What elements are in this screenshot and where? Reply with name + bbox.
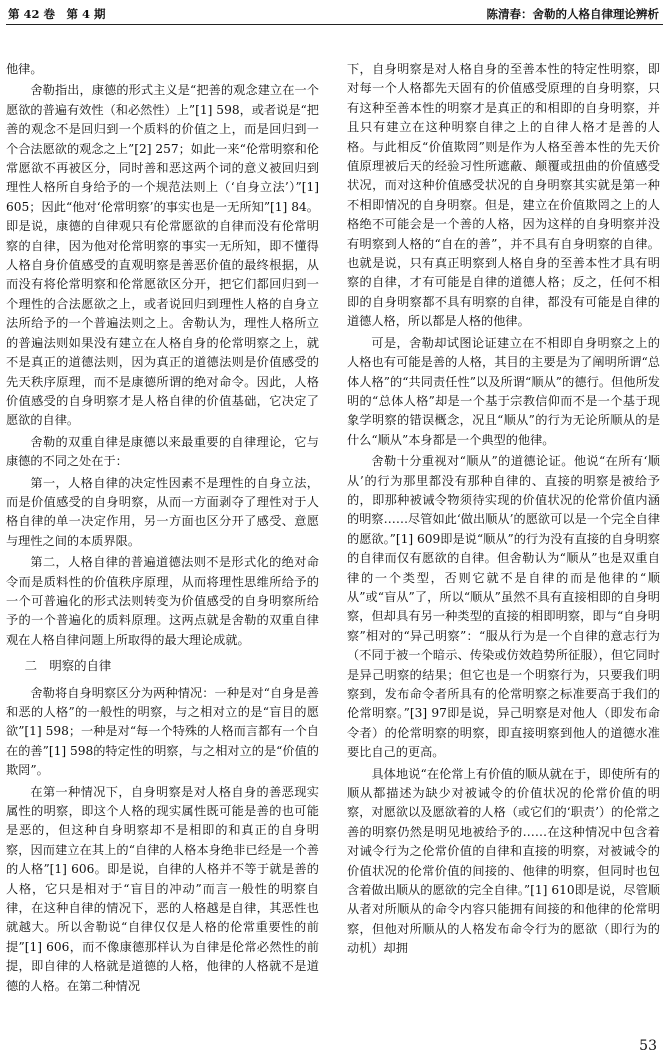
paragraph: 第一，人格自律的决定性因素不是理性的自身立法，而是价值感受的自身明察，从而一方面剥夺了理性对于人格自律的单一决定作用，另一方面也区分开了感受、意愿与理性之间的本质界限。: [6, 475, 319, 548]
journal-volume-issue: 第 42 卷 第 4 期: [8, 7, 106, 21]
paragraph: 舍勒的双重自律是康德以来最重要的自律理论，它与康德的不同之处在于：: [6, 434, 319, 469]
running-header: [0, 0, 669, 33]
paragraph: 他律。: [6, 62, 43, 76]
left-column: [6, 60, 319, 998]
paragraph: 可是，舍勒却试图论证建立在不相即自身明察之上的人格也有可能是善的人格，其目的主要是为了阐明所谓“总体人格”的“共同责任性”以及所谓“顺从”的德行。但他所发明的“总体人格”却是一个基于宗教信仰而不是一个基于现象学明察的错误概念，况且“顺从”的行为无论所顺从的是什么“顺从”本身都是一个典型的他律。: [347, 335, 660, 447]
paragraph: 舍勒指出，康德的形式主义是“把善的观念建立在一个愿欲的普遍有效性（和必然性）上”[1] 598，或者说是“把善的观念不是回归到一个质料的价值之上，而是回归到一个合法愿欲的观念之上”[2] 257；如此一来“伦常明察和伦常愿欲不再被区分，同时善和恶这两个词的意义被回归到理性人格所自身给予的一个规范法则上（‘自身立法’）”[1] 605；因此“他对‘伦常明察’的事实也是一无所知”[1] 84。即是说，康德的自律观只有伦常愿欲的自律而没有伦常明察的自律，因为他对伦常明察的事实一无所知，即不懂得人格自身价值感受的直观明察是善恶价值的最终根据，从而没有将伦常明察和伦常愿欲区分开，把它们都回归到一个理性的合法愿欲之上，或者说回归到理性人格的自身立法所给予的一个普遍法则之上。舍勒认为，理性人格所立的普遍法则如果没有建立在人格自身的伦常明察之上，就不是真正的道德法则，因为真正的道德法则是价值感受的先天秩序原理，而不是康德所谓的绝对命令。因此，人格价值感受的自身明察才是人格自律的价值基础，它决定了愿欲的自律。: [6, 83, 319, 428]
article-running-title: 陈清春：舍勒的人格自律理论辨析: [486, 7, 659, 21]
paragraph: 下，自身明察是对人格自身的至善本性的特定性明察，即对每一个人格都先天固有的价值感受原理的自身明察，只有这种至善本性的明察才是真正的和相即的自身明察，并且只有建立在这种明察自律之上的自律人格才是善的人格。与此相反“价值欺罔”则是作为人格至善本性的先天价值原理被后天的经验习性所遮蔽、颠覆或扭曲的价值感受状况，而对这种价值感受状况的自身明察其实就是第一种不相即情况的自身明察。但是，建立在价值欺罔之上的人格绝不可能会是一个善的人格，因为这样的自身明察并没有明察到人格的“自在的善”，并不具有自身明察的自律。也就是说，只有真正明察到人格自身的至善本性才具有明察的自律，才有可能是自律的道德人格；反之，任何不相即的自身明察都不具有明察的自律，都没有可能是自律的道德人格，所以都是人格的他律。: [347, 62, 660, 329]
paragraph: 在第一种情况下，自身明察是对人格自身的善恶现实属性的明察，即这个人格的现实属性既可能是善的也可能是恶的，但这种自身明察却不是相即的和真正的自身明察，因而建立在其上的“自律的人格本身绝非已经是一个善的人格”[1] 606。即是说，自律的人格并不等于就是善的人格，它只是相对于“盲目的冲动”而言一般性的明察自律，在这种自律的情况下，恶的人格越是自律，其恶性也就越大。所以舍勒说“自律仅仅是人格的伦常重要性的前提”[1] 606，而不像康德那样认为自律是伦常必然性的前提，即自律的人格就是道德的人格，他律的人格就不是道德的人格。在第二种情况: [6, 784, 319, 993]
paragraph: 具体地说“在伦常上有价值的顺从就在于，即使所有的顺从都描述为缺少对被诫令的价值状况的伦常价值的明察，对愿欲以及愿欲着的人格（或它们的‘职责’）的伦常之善的明察仍然是明见地被给予的……在这种情况中包含着对诫令行为之伦常价值的自律和直接的明察，对被诫令的价值状况的伦常价值的间接的、他律的明察，但同时也包含着做出顺从的愿欲的完全自律。”[1] 610即是说，尽管顺从者对所顺从的命令内容只能拥有间接的和他律的伦常明察，但他对所顺从的人格发布命令行为的愿欲（即行为的动机）却拥: [347, 766, 660, 956]
paragraph: 舍勒将自身明察区分为两种情况：一种是对“自身是善和恶的人格”的一般性的明察，与之相对立的是“盲目的愿欲”[1] 598；一种是对“每一个特殊的人格而言都有一个自在的善”[1] 598的特定性的明察，与之相对立的是“价值的欺罔”。: [6, 685, 319, 778]
page-number: 53: [639, 1038, 657, 1054]
section-heading: 二 明察的自律: [24, 658, 112, 674]
right-column: [347, 60, 660, 961]
header-rule: [6, 24, 663, 25]
paragraph: 第二，人格自律的普遍道德法则不是形式化的绝对命令而是质料性的价值秩序原理，从而将理性思维所给予的一个可普遍化的形式法则转变为价值感受的自身明察所给予的一个普遍化的质料原理。这两点就是舍勒的双重自律观在人格自律问题上所取得的最大理论成就。: [6, 555, 319, 647]
paragraph: 舍勒十分重视对“顺从”的道德论证。他说“在所有‘顺从’的行为那里都没有那种自律的、直接的明察是被给予的，即那种被诫令物须待实现的价值状况的伦常价值内涵的明察……尽管如此‘做出顺从’的愿欲可以是一个完全自律的愿欲。”[1] 609即是说“顺从”的行为没有直接的自身明察的自律而仅有愿欲的自律。但舍勒认为“顺从”也是双重自律的一个类型，否则它就不是自律的而是他律的“顺从”或“盲从”了，所以“顺从”虽然不具有直接相即的自身明察，但却具有另一种类型的直接的相即明察，即与“自身明察”相对的“异己明察”：“服从行为是一个自律的意志行为（不同于被一个暗示、传染或仿效趋势所征服），但它同时是异己明察的结果；但它也是一个明察行为，只要我们明察到，发布命令者所具有的伦常明察之标准要高于我们的伦常明察。”[3] 97即是说，异己明察是对他人（即发布命令者）的伦常明察的明察，即直接明察到他人的道德水准要比自己的更高。: [347, 454, 660, 760]
